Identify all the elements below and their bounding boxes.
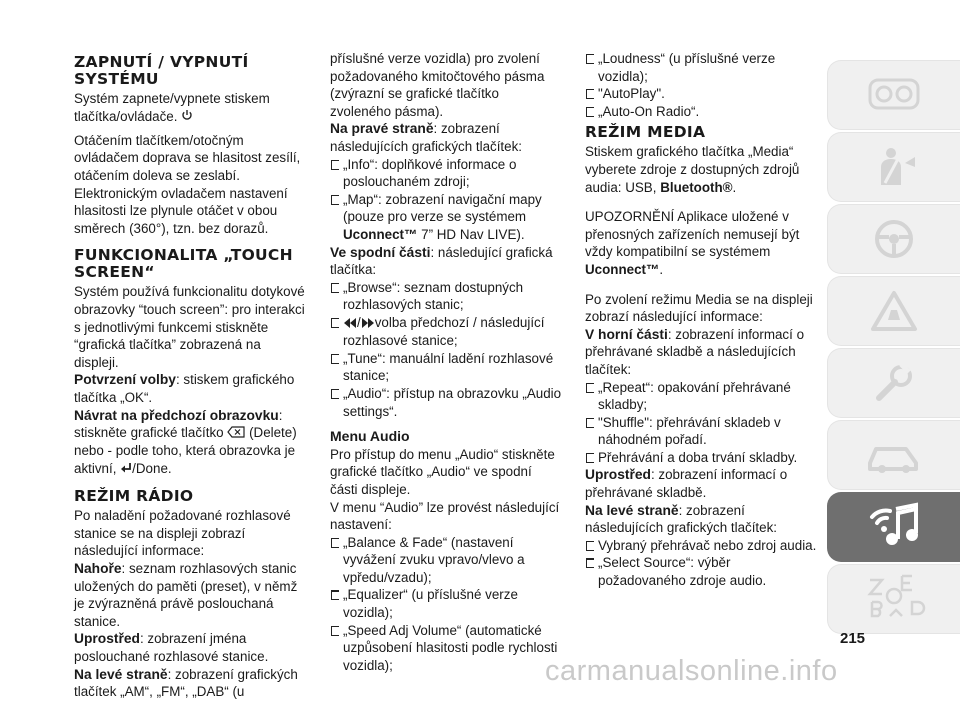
heading-power: ZAPNUTÍ / VYPNUTÍ SYSTÉMU <box>74 53 249 88</box>
uconnect-brand-2: Uconnect™ <box>585 261 660 277</box>
power-icon <box>181 108 193 126</box>
touchscreen-text: Systém používá funkcionalitu dotykové obrazovky “touch screen”: pro interakci s jednotlivými funkcemi stiskněte “grafická tlačítka” zobrazená na displeji. <box>74 284 305 370</box>
list-item: „Browse“: seznam dostupných rozhlasových stanic; <box>330 279 562 314</box>
fast-forward-icon <box>361 315 375 333</box>
right-text: : zobrazení následujících grafických tlačítek: <box>330 121 523 154</box>
media-info-text: Po zvolení režimu Media se na displeji zobrazí následující informace: <box>585 291 813 325</box>
warning-text: UPOZORNĚNÍ Aplikace uložené v přenosných zařízeních nemusejí být vždy kompatibilní se systémem <box>585 209 800 260</box>
confirm-text: : stiskem grafického tlačítka „OK“. <box>74 372 295 405</box>
left-label: Na levé straně <box>74 666 168 682</box>
volume-text: Otáčením tlačítkem/otočným ovládačem doprava se hlasitost zesílí, otáčením doleva se zeslabí. Elektronickým ovladačem nastavení hlasitosti lze plynule otáčet v obou směrech (360°), tzn. bez dorazů. <box>74 132 301 236</box>
page-number: 215 <box>840 630 866 647</box>
tab-multimedia[interactable] <box>827 492 960 562</box>
top-label: Nahoře <box>74 561 122 577</box>
done-text: /Done. <box>132 461 172 476</box>
left-label-media: Na levé straně <box>585 502 679 518</box>
warning-triangle-icon <box>870 290 918 332</box>
back-label: Návrat na předchozí obrazovku <box>74 407 279 423</box>
multimedia-music-icon <box>866 503 922 551</box>
tab-safety[interactable] <box>827 132 960 202</box>
left-text-media: : zobrazení následujících grafických tlačítek: <box>585 502 778 536</box>
station-select-text: volba předchozí / následující rozhlasové stanice; <box>343 314 545 349</box>
list-item: „Equalizer“ (u příslušné verze vozidla); <box>330 586 562 621</box>
middle-label: Uprostřed <box>74 631 140 647</box>
list-item: „Loudness“ (u příslušné verze vozidla); <box>585 50 817 85</box>
bottom-text: : následující grafická tlačítka: <box>330 244 553 278</box>
top-text: : seznam rozhlasových stanic uložených do paměti (preset), v němž je zvýrazněná právě poslouchaná stanice. <box>74 561 298 629</box>
top-part-text: : zobrazení informací o přehrávané skladbě a následujících tlačítek: <box>585 326 805 377</box>
warning-text-end: . <box>659 261 664 277</box>
bottom-label: Ve spodní části <box>330 244 431 260</box>
uconnect-brand: Uconnect™ <box>343 226 418 242</box>
left-text: : zobrazení grafických tlačítek „AM“, „FM“, „DAB“ (u <box>74 666 298 700</box>
list-item <box>330 191 562 244</box>
middle-text-media: : zobrazení informací o přehrávané skladbě. <box>585 467 788 501</box>
middle-label-media: Uprostřed <box>585 467 651 483</box>
menu-audio-text: Pro přístup do menu „Audio“ stiskněte grafické tlačítko „Audio“ ve spodní části displeje. <box>330 446 555 497</box>
list-item: „Speed Adj Volume“ (automatické uzpůsobení hlasitosti podle rychlosti vozidla); <box>330 622 562 675</box>
column-2 <box>330 50 562 674</box>
list-item: "AutoPlay". <box>585 85 817 103</box>
seatbelt-icon <box>869 145 919 189</box>
tab-driving[interactable] <box>827 204 960 274</box>
rewind-icon <box>343 315 357 333</box>
alphabet-index-icon <box>862 572 926 626</box>
map-text-2: 7” HD Nav LIVE). <box>417 226 525 242</box>
list-item: „Repeat“: opakování přehrávané skladby; <box>585 379 817 414</box>
wrench-icon <box>871 360 917 406</box>
right-label: Na pravé straně <box>330 121 434 137</box>
chapter-tabs <box>827 60 960 620</box>
list-item: Vybraný přehrávač nebo zdroj audia. <box>585 537 817 555</box>
dashboard-icon <box>868 78 920 112</box>
list-item: Přehrávání a doba trvání skladby. <box>585 449 817 467</box>
car-parts-icon <box>866 435 922 475</box>
back-text: stiskněte grafické tlačítko <box>74 425 224 441</box>
list-item: „Tune“: manuální ladění rozhlasové stanice; <box>330 350 562 385</box>
list-item: "Shuffle": přehrávání skladeb v náhodném pořadí. <box>585 414 817 449</box>
column-1 <box>74 50 306 701</box>
list-item: / volba předchozí / následující rozhlasové stanice; <box>330 314 562 350</box>
heading-radio: REŽIM RÁDIO <box>74 487 194 506</box>
bluetooth-brand: Bluetooth® <box>660 179 733 195</box>
enter-arrow-icon <box>120 461 132 479</box>
band-text: příslušné verze vozidla) pro zvolení požadovaného kmitočtového pásma (zvýrazní se grafické tlačítko zvoleného pásma). <box>330 51 545 119</box>
tab-index[interactable] <box>827 564 960 634</box>
tab-technical[interactable] <box>827 420 960 490</box>
heading-media: REŽIM MEDIA <box>585 123 706 142</box>
confirm-label: Potvrzení volby <box>74 372 176 388</box>
menu-audio-title: Menu Audio <box>330 428 410 445</box>
back-text-2: (Delete) nebo - podle toho, která obrazovka je aktivní, <box>74 425 297 476</box>
back-colon: : <box>278 407 283 423</box>
tab-maintenance[interactable] <box>827 348 960 418</box>
list-item: „Select Source“: výběr požadovaného zdroje audio. <box>585 554 817 589</box>
steering-wheel-icon <box>872 217 916 261</box>
radio-text: Po naladění požadované rozhlasové stanice se na displeji zobrazí následující informace: <box>74 508 291 559</box>
map-text: „Map“: zobrazení navigační mapy (pouze pro verze se systémem <box>343 191 542 225</box>
tab-dashboard[interactable] <box>827 60 960 130</box>
tab-warnings[interactable] <box>827 276 960 346</box>
media-text-end: . <box>732 179 737 195</box>
list-item: „Auto-On Radio“. <box>585 103 817 121</box>
delete-icon <box>227 425 245 443</box>
list-item: „Balance & Fade“ (nastavení vyvážení zvuku vpravo/vlevo a vpředu/vzadu); <box>330 534 562 587</box>
media-text: Stiskem grafického tlačítka „Media“ vyberete zdroje z dostupných zdrojů audia: USB, <box>585 144 800 195</box>
menu-settings-text: V menu “Audio” lze provést následující nastavení: <box>330 499 560 533</box>
power-text: Systém zapnete/vypnete stiskem tlačítka/ovládače. <box>74 91 270 124</box>
list-item: „Info“: doplňkové informace o poslouchaném zdroji; <box>330 156 562 191</box>
watermark: carmanualsonline.info <box>545 655 838 687</box>
heading-touchscreen: FUNKCIONALITA „TOUCH SCREEN“ <box>74 246 293 282</box>
list-item: „Audio“: přístup na obrazovku „Audio settings“. <box>330 385 562 420</box>
top-part-label: V horní části <box>585 326 668 342</box>
column-3 <box>585 50 817 590</box>
middle-text: : zobrazení jména poslouchané rozhlasové stanice. <box>74 631 269 664</box>
